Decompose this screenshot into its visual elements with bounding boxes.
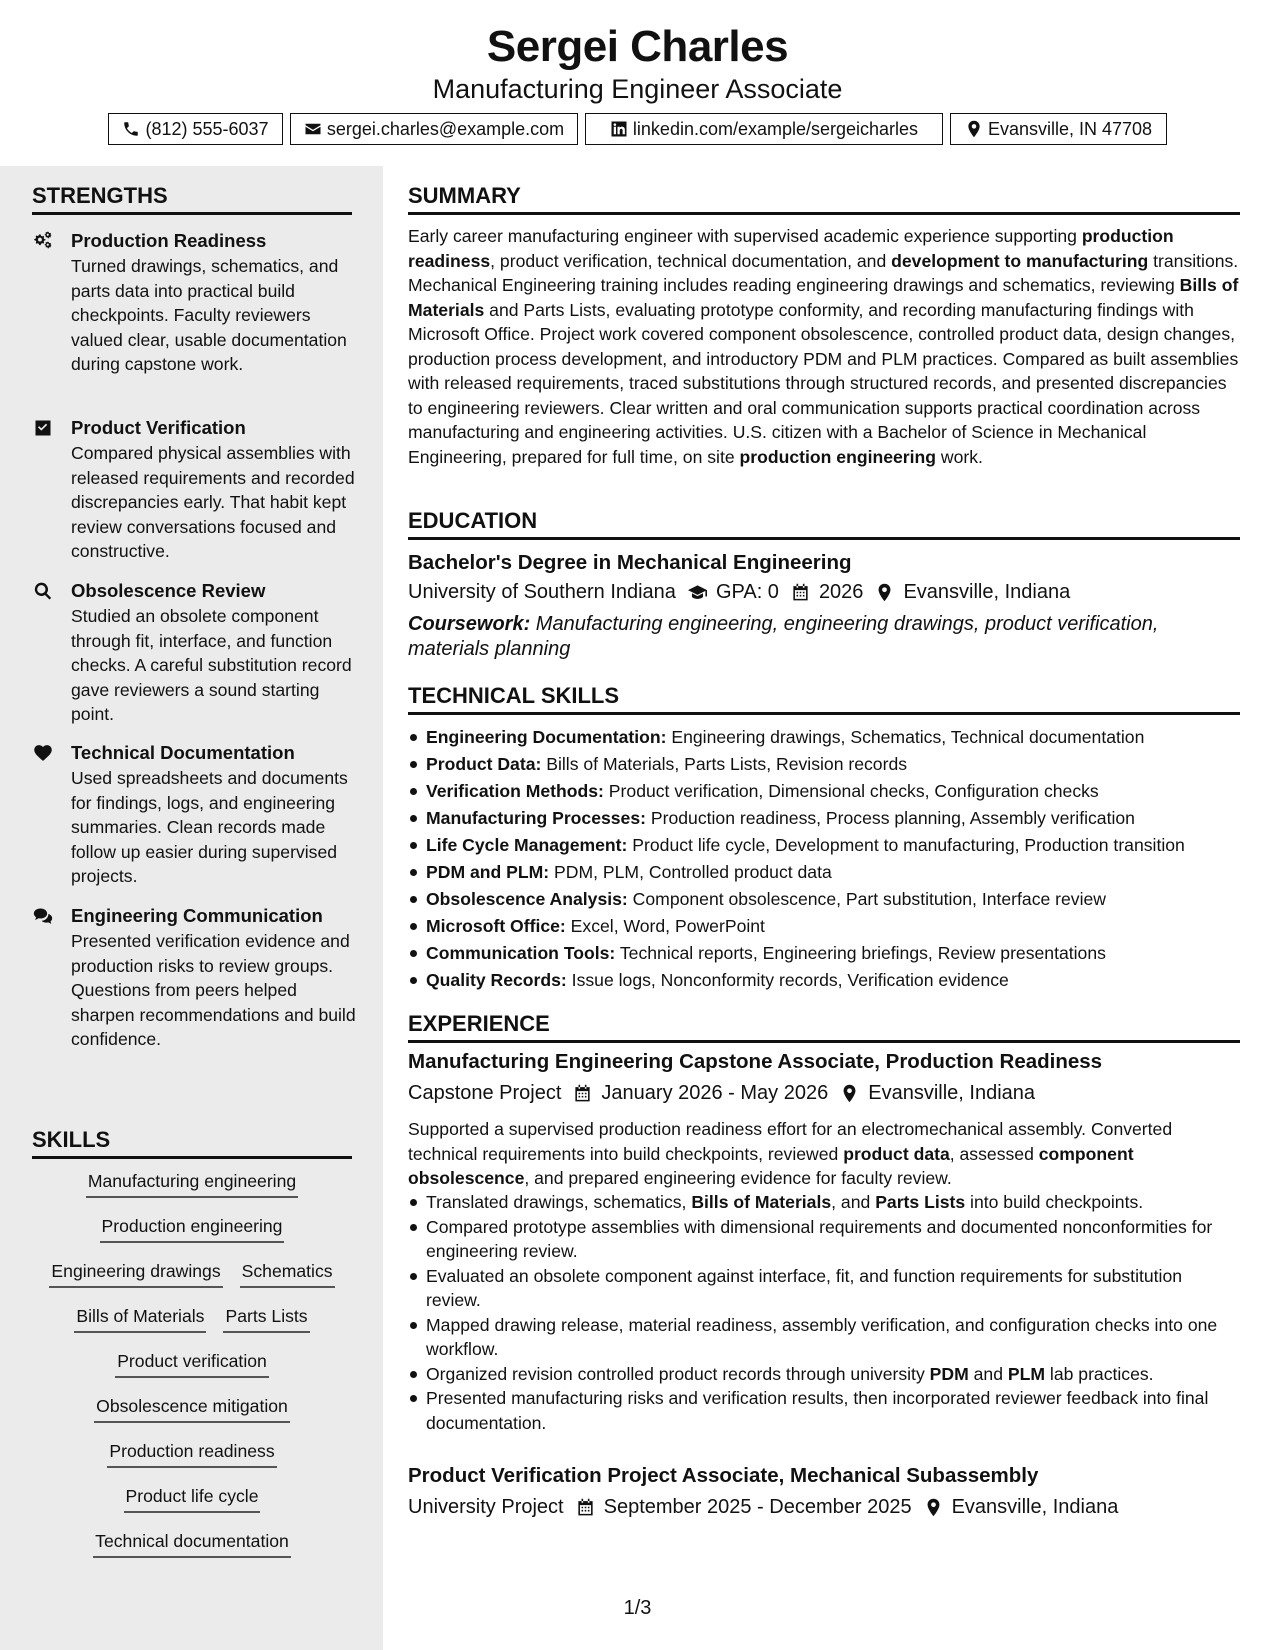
list-item bbox=[408, 752, 1240, 779]
job-dates: January 2026 - May 2026 bbox=[601, 1082, 829, 1104]
strength-title: Engineering Communication bbox=[71, 905, 323, 926]
contact-linkedin[interactable] bbox=[585, 113, 943, 145]
job-title: Product Verification Project Associate, Mechanical Subassembly bbox=[408, 1464, 1039, 1487]
graduation-cap-icon bbox=[688, 583, 707, 602]
skill-tag: Manufacturing engineering bbox=[86, 1168, 298, 1198]
contact-email[interactable] bbox=[290, 113, 578, 145]
skill-tag: Product verification bbox=[115, 1348, 269, 1378]
strengths-heading: STRENGTHS bbox=[32, 183, 352, 215]
skill-category: Engineering Documentation: bbox=[426, 727, 667, 747]
job-summary: Supported a supervised production readiness effort for an electromechanical assembly. Converted technical requirements into build checkpoints, reviewed product data, assessed component obsolescence, and prepared engineering evidence for faculty review. bbox=[408, 1119, 1173, 1188]
skill-tag: Product life cycle bbox=[124, 1483, 261, 1513]
strength-desc: Studied an obsolete component through fit, interface, and function checks. A careful substitution record gave reviewers a sound starting point. bbox=[71, 606, 352, 724]
skill-row bbox=[32, 1303, 352, 1348]
skill-category: Verification Methods: bbox=[426, 781, 604, 801]
skill-category: Manufacturing Processes: bbox=[426, 808, 646, 828]
job-location: Evansville, Indiana bbox=[951, 1496, 1119, 1518]
list-item bbox=[408, 941, 1240, 968]
skill-values: Product verification, Dimensional checks, Configuration checks bbox=[603, 781, 1099, 801]
job-meta bbox=[408, 1496, 1118, 1519]
phone-icon bbox=[122, 120, 140, 138]
skill-tag: Production engineering bbox=[100, 1213, 285, 1243]
job-org: Capstone Project bbox=[408, 1082, 562, 1104]
skill-tag: Technical documentation bbox=[93, 1528, 291, 1558]
list-item bbox=[408, 914, 1240, 941]
skill-category: Product Data: bbox=[426, 754, 542, 774]
skill-values: Production readiness, Process planning, Assembly verification bbox=[645, 808, 1135, 828]
skill-tag: Production readiness bbox=[107, 1438, 276, 1468]
envelope-icon bbox=[304, 120, 322, 138]
skill-row bbox=[32, 1168, 352, 1213]
skill-row bbox=[32, 1213, 352, 1258]
strength-item bbox=[32, 740, 362, 889]
list-item bbox=[408, 806, 1240, 833]
strength-item bbox=[32, 903, 362, 1052]
skill-category: Life Cycle Management: bbox=[426, 835, 628, 855]
skill-row bbox=[32, 1483, 352, 1528]
technical-skills-list bbox=[408, 725, 1240, 995]
summary-text: Early career manufacturing engineer with supervised academic experience supporting production readiness, product verification, technical documentation, and development to manufacturing transitions. Mechanical Engineering training includes reading engineering drawings and schematics, reviewing Bills of Materials and Parts Lists, evaluating prototype conformity, and recording manufacturing findings with Microsoft Office. Project work covered component obsolescence, controlled product data, design changes, production process development, and introductory PDM and PLM practices. Compared as built assemblies with released requirements, traced substitutions through structured records, and presented discrepancies to engineering reviewers. Clear written and oral communication supports practical coordination across manufacturing and engineering activities. U.S. citizen with a Bachelor of Science in Mechanical Engineering, prepared for full time, on site production engineering work. bbox=[408, 226, 1239, 467]
school-name: University of Southern Indiana bbox=[408, 581, 676, 603]
skill-row bbox=[32, 1438, 352, 1483]
skill-row bbox=[32, 1528, 352, 1573]
skill-category: Communication Tools: bbox=[426, 943, 616, 963]
contact-email-text: sergei.charles@example.com bbox=[326, 118, 565, 139]
coursework-label: Coursework: bbox=[408, 613, 531, 635]
skill-values: Component obsolescence, Part substitution, Interface review bbox=[627, 889, 1106, 909]
contact-bar bbox=[0, 113, 1275, 145]
list-item bbox=[408, 833, 1240, 860]
skill-row bbox=[32, 1393, 352, 1438]
skills-cloud bbox=[32, 1168, 352, 1573]
skill-tag: Bills of Materials bbox=[74, 1303, 206, 1333]
strength-desc: Presented verification evidence and production risks to review groups. Questions from peers helped sharpen recommendations and build confidence. bbox=[71, 931, 356, 1049]
calendar-icon bbox=[791, 583, 810, 602]
resume-header bbox=[0, 0, 1275, 166]
skill-tag: Obsolescence mitigation bbox=[94, 1393, 290, 1423]
candidate-title: Manufacturing Engineer Associate bbox=[432, 74, 843, 104]
skill-values: Engineering drawings, Schematics, Technical documentation bbox=[666, 727, 1145, 747]
map-pin-icon bbox=[840, 1084, 859, 1103]
skill-category: Microsoft Office: bbox=[426, 916, 566, 936]
strength-desc: Compared physical assemblies with released requirements and recorded discrepancies early. That habit kept review conversations focused and constructive. bbox=[71, 443, 355, 561]
skill-tag: Parts Lists bbox=[223, 1303, 309, 1333]
coursework bbox=[408, 612, 1208, 662]
list-item bbox=[408, 860, 1240, 887]
list-item: Presented manufacturing risks and verification results, then incorporated reviewer feedback into final documentation. bbox=[408, 1386, 1240, 1435]
contact-phone-text: (812) 555-6037 bbox=[145, 118, 269, 139]
list-item: Evaluated an obsolete component against interface, fit, and function requirements for substitution review. bbox=[408, 1264, 1240, 1313]
skill-tag: Schematics bbox=[240, 1258, 335, 1288]
strength-desc: Used spreadsheets and documents for findings, logs, and engineering summaries. Clean records made follow up easier during supervised projects. bbox=[71, 768, 348, 886]
contact-location-text: Evansville, IN 47708 bbox=[987, 118, 1153, 139]
degree-title: Bachelor's Degree in Mechanical Engineering bbox=[408, 551, 852, 574]
strength-title: Technical Documentation bbox=[71, 742, 295, 763]
education-heading: EDUCATION bbox=[408, 508, 1240, 540]
gears-icon bbox=[32, 231, 54, 251]
skill-tag: Engineering drawings bbox=[49, 1258, 222, 1288]
skill-row bbox=[32, 1258, 352, 1303]
job-org: University Project bbox=[408, 1496, 564, 1518]
candidate-name: Sergei Charles bbox=[486, 22, 789, 71]
skill-row bbox=[32, 1348, 352, 1393]
magnifier-icon bbox=[32, 581, 54, 601]
skill-values: Product life cycle, Development to manufacturing, Production transition bbox=[627, 835, 1185, 855]
strength-title: Obsolescence Review bbox=[71, 580, 266, 601]
map-pin-icon bbox=[875, 583, 894, 602]
contact-location bbox=[950, 113, 1167, 145]
map-pin-icon bbox=[965, 120, 983, 138]
calendar-icon bbox=[573, 1084, 592, 1103]
list-item: Compared prototype assemblies with dimensional requirements and documented nonconformities for engineering review. bbox=[408, 1215, 1240, 1264]
heart-icon bbox=[32, 743, 54, 763]
job-title: Manufacturing Engineering Capstone Associate, Production Readiness bbox=[408, 1050, 1103, 1073]
calendar-icon bbox=[576, 1498, 595, 1517]
skill-values: PDM, PLM, Controlled product data bbox=[549, 862, 832, 882]
job-dates: September 2025 - December 2025 bbox=[603, 1496, 912, 1518]
list-item bbox=[408, 725, 1240, 752]
summary-heading: SUMMARY bbox=[408, 183, 1240, 215]
list-item: Translated drawings, schematics, Bills of Materials, and Parts Lists into build checkpoints. bbox=[408, 1190, 1240, 1215]
contact-phone[interactable] bbox=[108, 113, 283, 145]
school-location: Evansville, Indiana bbox=[903, 581, 1071, 603]
linkedin-icon bbox=[610, 120, 628, 138]
list-item: Mapped drawing release, material readiness, assembly verification, and configuration checks into one workflow. bbox=[408, 1313, 1240, 1362]
job-location: Evansville, Indiana bbox=[868, 1082, 1036, 1104]
skill-values: Excel, Word, PowerPoint bbox=[565, 916, 765, 936]
technical-skills-heading: TECHNICAL SKILLS bbox=[408, 683, 1240, 715]
checkbox-icon bbox=[32, 418, 54, 438]
page-number: 1/3 bbox=[623, 1597, 652, 1619]
list-item bbox=[408, 887, 1240, 914]
strength-desc: Turned drawings, schematics, and parts data into practical build checkpoints. Faculty reviewers valued clear, usable documentation during capstone work. bbox=[71, 256, 347, 374]
list-item bbox=[408, 968, 1240, 995]
strength-item bbox=[32, 415, 362, 564]
strength-item bbox=[32, 578, 362, 727]
skill-values: Bills of Materials, Parts Lists, Revision records bbox=[541, 754, 908, 774]
coursework-text: Manufacturing engineering, engineering drawings, product verification, materials planning bbox=[408, 613, 1159, 660]
list-item bbox=[408, 779, 1240, 806]
graduation-year: 2026 bbox=[818, 581, 864, 603]
chat-bubbles-icon bbox=[32, 906, 54, 926]
list-item: Organized revision controlled product records through university PDM and PLM lab practices. bbox=[408, 1362, 1240, 1387]
skills-heading: SKILLS bbox=[32, 1127, 352, 1159]
skill-category: Obsolescence Analysis: bbox=[426, 889, 628, 909]
job-bullets bbox=[408, 1190, 1240, 1435]
skill-values: Technical reports, Engineering briefings, Review presentations bbox=[615, 943, 1106, 963]
skill-category: Quality Records: bbox=[426, 970, 567, 990]
experience-heading: EXPERIENCE bbox=[408, 1011, 1240, 1043]
skill-category: PDM and PLM: bbox=[426, 862, 550, 882]
contact-linkedin-text: linkedin.com/example/sergeicharles bbox=[632, 118, 919, 139]
skill-values: Issue logs, Nonconformity records, Verification evidence bbox=[566, 970, 1009, 990]
strength-title: Product Verification bbox=[71, 417, 246, 438]
strength-item bbox=[32, 228, 362, 377]
map-pin-icon bbox=[924, 1498, 943, 1517]
strength-title: Production Readiness bbox=[71, 230, 267, 251]
education-meta bbox=[408, 581, 1070, 604]
job-meta bbox=[408, 1082, 1035, 1105]
gpa: GPA: 0 bbox=[715, 581, 779, 603]
